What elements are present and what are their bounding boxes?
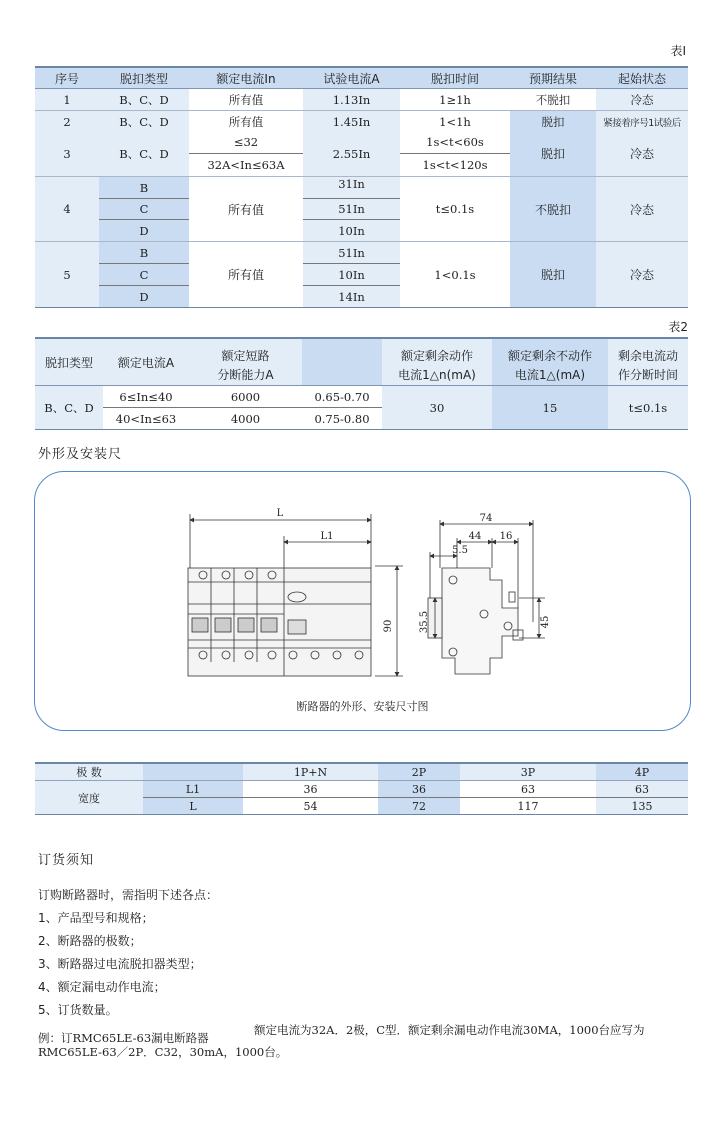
cell-test: 14In	[303, 286, 400, 307]
cell-test: 1.13In	[303, 89, 400, 111]
cell-value: 72	[378, 798, 460, 815]
cell-residual-nonop: 15	[492, 386, 608, 429]
dimension-figure-frame	[34, 471, 691, 731]
cell-time: 1≥1h	[400, 89, 510, 111]
dimensions-title: 外形及安装尺	[38, 447, 123, 462]
table2-header-breaking-line2: 分断能力A	[217, 368, 274, 382]
header-cell: 预期结果	[510, 68, 596, 89]
order-example-line1: 例：订RMC65LE-63漏电断路器	[38, 1031, 209, 1045]
cell-time: t≤0.1s	[400, 177, 510, 241]
table2-header-rated: 额定电流A	[103, 339, 189, 385]
table2-header-type: 脱扣类型	[35, 339, 103, 385]
table2-header-breaking	[189, 339, 302, 385]
cell-pole: 2P	[378, 764, 460, 781]
poles-blank	[143, 764, 243, 781]
cell-type: D	[99, 286, 189, 307]
list-item: 5、订货数量。	[38, 1003, 118, 1017]
order-title: 订货须知	[38, 853, 95, 868]
dim-l1: L1	[320, 531, 334, 542]
cell-no: 4	[35, 177, 99, 241]
cell-value: 36	[378, 781, 460, 798]
cell-pole: 3P	[460, 764, 596, 781]
cell-rated: 所有值	[189, 177, 303, 241]
list-item: 3、断路器过电流脱扣器类型；	[38, 957, 202, 971]
cell-breaking: 4000	[189, 408, 302, 429]
cell-ratio: 0.65-0.70	[302, 386, 382, 408]
cell-test: 31In	[303, 177, 400, 199]
poles-label: 极 数	[35, 764, 143, 781]
table2-header-residual-op-line2: 电流1△n(mA)	[398, 368, 476, 382]
cell-value: 36	[243, 781, 378, 798]
dim-h355: 35.5	[419, 610, 430, 634]
cell-result: 脱扣	[510, 242, 596, 307]
cell-breaking: 6000	[189, 386, 302, 408]
cell-test: 2.55In	[303, 131, 400, 176]
breaker-drawing	[35, 472, 690, 730]
header-cell: 脱扣类型	[99, 68, 189, 89]
cell-type: B	[99, 242, 189, 264]
cell-pole: 1P+N	[243, 764, 378, 781]
cell-type: C	[99, 199, 189, 220]
header-cell: 起始状态	[596, 68, 688, 89]
cell-test: 10In	[303, 220, 400, 241]
cell-ratio: 0.75-0.80	[302, 408, 382, 429]
header-cell: 脱扣时间	[400, 68, 510, 89]
table1-label: 表Ⅰ	[670, 44, 686, 58]
cell-type: C	[99, 264, 189, 286]
list-item: 1、产品型号和规格；	[38, 911, 154, 925]
cell-rated: 所有值	[189, 111, 303, 133]
cell-rated: 所有值	[189, 242, 303, 307]
dim-l: L	[276, 508, 284, 519]
table-row	[35, 781, 688, 798]
cell-pole: 4P	[596, 764, 688, 781]
cell-time-a: 1s<t<60s	[400, 131, 510, 154]
dim-h45: 45	[540, 615, 551, 629]
table2-label: 表2	[668, 320, 688, 334]
table2	[35, 339, 688, 430]
table-row	[35, 111, 688, 133]
cell-rated-b: 32A<In≤63A	[189, 154, 303, 176]
header-cell: 额定电流In	[189, 68, 303, 89]
cell-result: 不脱扣	[510, 177, 596, 241]
dim-w44: 44	[468, 531, 482, 542]
table1	[35, 68, 688, 133]
width-label: 宽度	[35, 781, 143, 815]
figure-caption: 断路器的外形、安装尺寸图	[296, 700, 429, 713]
cell-test: 10In	[303, 264, 400, 286]
table2-header-residual-time	[608, 339, 688, 385]
cell-test: 1.45In	[303, 111, 400, 133]
cell-time-b: 1s<t<120s	[400, 154, 510, 176]
cell-state: 冷态	[596, 131, 688, 176]
list-item: 2、断路器的极数；	[38, 934, 142, 948]
dim-h90: 90	[383, 619, 394, 633]
list-item: 4、额定漏电动作电流；	[38, 980, 166, 994]
header-cell: 序号	[35, 68, 99, 89]
cell-residual-time: t≤0.1s	[608, 386, 688, 429]
cell-no: 3	[35, 131, 99, 176]
table1-row-5	[35, 242, 688, 308]
cell-rated: 6≤In≤40	[103, 386, 189, 408]
table2-header-residual-op	[382, 339, 492, 385]
cell-residual-op: 30	[382, 386, 492, 429]
table1-row-3	[35, 131, 688, 177]
table2-header-residual-time-line1: 剩余电流动	[617, 349, 678, 363]
table1-header-row	[35, 68, 688, 89]
dim-w55: 5.5	[452, 545, 468, 556]
cell-result: 脱扣	[510, 131, 596, 176]
cell-state: 冷态	[596, 242, 688, 307]
cell-type: B、C、D	[99, 89, 189, 111]
table2-header-residual-op-line1: 额定剩余动作	[400, 349, 473, 363]
row-name: L	[143, 798, 243, 815]
cell-rated: 所有值	[189, 89, 303, 111]
cell-type: B、C、D	[35, 386, 103, 429]
cell-value: 117	[460, 798, 596, 815]
order-example-line2: 额定电流为32A．2极，C型．额定剩余漏电动作电流30MA，1000台应写为	[254, 1023, 645, 1037]
cell-result: 不脱扣	[510, 89, 596, 111]
cell-value: 63	[460, 781, 596, 798]
cell-state: 冷态	[596, 89, 688, 111]
table2-header-residual-nonop-line1: 额定剩余不动作	[507, 349, 592, 363]
cell-rated: 40<In≤63	[103, 408, 189, 429]
cell-result: 脱扣	[510, 111, 596, 133]
cell-state: 冷态	[596, 177, 688, 241]
cell-test: 51In	[303, 199, 400, 220]
cell-time: 1<1h	[400, 111, 510, 133]
cell-test: 51In	[303, 242, 400, 264]
dim-w74: 74	[479, 513, 493, 524]
cell-value: 63	[596, 781, 688, 798]
header-cell: 试验电流A	[303, 68, 400, 89]
table2-header-residual-nonop	[492, 339, 608, 385]
table2-header-residual-nonop-line2: 电流1△(mA)	[514, 368, 586, 382]
cell-type: B	[99, 177, 189, 199]
order-example-line3: RMC65LE-63／2P．C32，30mA，1000台。	[38, 1045, 288, 1059]
cell-value: 135	[596, 798, 688, 815]
table2-header-blank	[302, 339, 382, 385]
table1-row-4	[35, 177, 688, 242]
cell-type: B、C、D	[99, 131, 189, 176]
cell-value: 54	[243, 798, 378, 815]
dim-w16: 16	[499, 531, 513, 542]
cell-no: 2	[35, 111, 99, 133]
cell-no: 5	[35, 242, 99, 307]
cell-time: 1<0.1s	[400, 242, 510, 307]
cell-no: 1	[35, 89, 99, 111]
table2-header-residual-time-line2: 作分断时间	[617, 368, 678, 382]
table2-header-breaking-line1: 额定短路	[221, 349, 270, 363]
order-intro: 订购断路器时，需指明下述各点：	[38, 888, 219, 902]
cell-state: 紧接着序号1试验后	[596, 111, 688, 133]
cell-rated-a: ≤32	[189, 131, 303, 154]
table-row	[35, 89, 688, 111]
row-name: L1	[143, 781, 243, 798]
cell-type: D	[99, 220, 189, 241]
cell-type: B、C、D	[99, 111, 189, 133]
table3-poles-row	[35, 764, 688, 781]
table3	[35, 764, 688, 815]
